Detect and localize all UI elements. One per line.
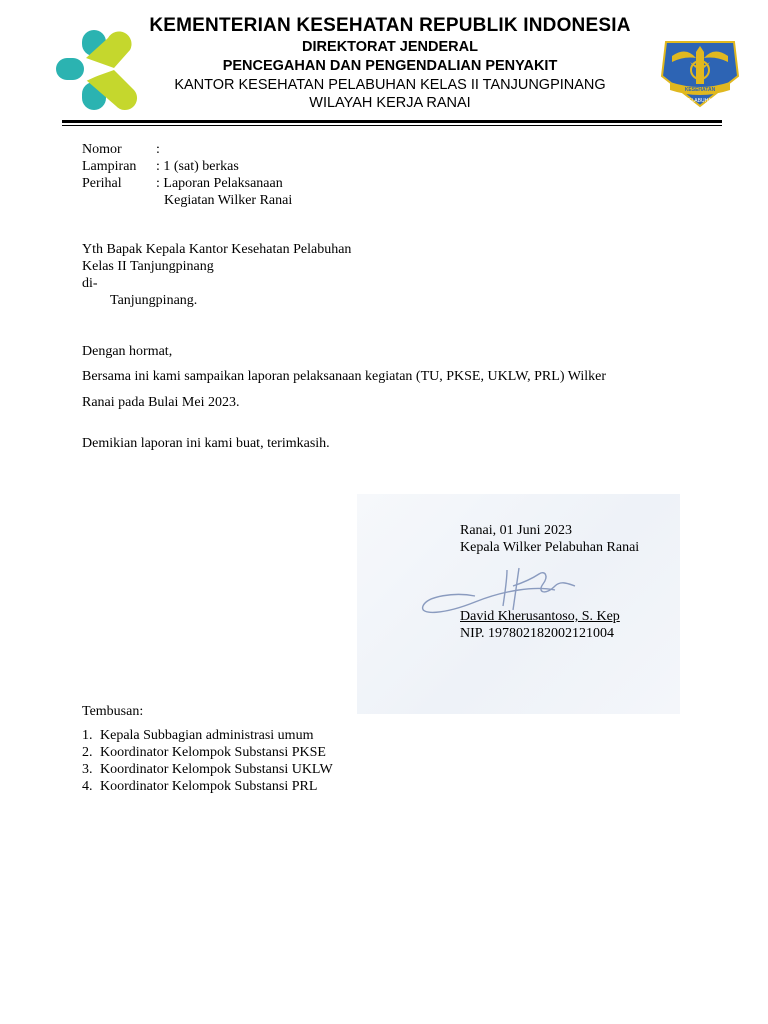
place-date: Ranai, 01 Juni 2023 — [460, 523, 572, 538]
closing-sentence: Demikian laporan ini kami buat, terimkasih. — [82, 436, 330, 451]
emblem-bottom-text: PELABUHAN — [684, 98, 716, 104]
tembusan-list — [82, 727, 333, 795]
directorate-name: DIREKTORAT JENDERAL — [302, 39, 478, 55]
kemenkes-logo-icon — [54, 28, 138, 112]
office-name: KANTOR KESEHATAN PELABUHAN KELAS II TANJUNGPINANG — [174, 77, 606, 93]
nomor-colon: : — [156, 142, 160, 157]
list-item-text: Kepala Subbagian administrasi umum — [100, 728, 314, 743]
greeting: Dengan hormat, — [82, 344, 173, 359]
list-item — [82, 778, 333, 795]
list-item-number: 3. — [82, 762, 93, 777]
lampiran-value: : 1 (sat) berkas — [156, 159, 239, 174]
recipient-line4: Tanjungpinang. — [110, 293, 198, 308]
letterhead — [140, 16, 640, 114]
directorate-subtitle: PENCEGAHAN DAN PENGENDALIAN PENYAKIT — [222, 58, 558, 74]
list-item-text: Koordinator Kelompok Substansi PKSE — [100, 745, 326, 760]
signer-position: Kepala Wilker Pelabuhan Ranai — [460, 540, 640, 555]
list-item-text: Koordinator Kelompok Substansi UKLW — [100, 762, 333, 777]
list-item-number: 1. — [82, 728, 93, 743]
work-area-name: WILAYAH KERJA RANAI — [309, 95, 471, 111]
recipient-line2: Kelas II Tanjungpinang — [82, 259, 214, 274]
tembusan-title: Tembusan: — [82, 704, 144, 719]
perihal-label: Perihal — [82, 176, 122, 191]
recipient-line3: di- — [82, 276, 98, 291]
ministry-name: KEMENTERIAN KESEHATAN REPUBLIK INDONESIA — [149, 15, 631, 36]
body-paragraph-line1: Bersama ini kami sampaikan laporan pelaksanaan kegiatan (TU, PKSE, UKLW, PRL) Wilker — [82, 369, 607, 384]
signer-name: David Kherusantoso, S. Kep — [460, 609, 620, 624]
perihal-value-line2: Kegiatan Wilker Ranai — [164, 193, 293, 208]
recipient-line1: Yth Bapak Kepala Kantor Kesehatan Pelabuhan — [82, 242, 352, 257]
list-item — [82, 744, 333, 761]
emblem-top-text: KESEHATAN — [684, 87, 716, 93]
body-paragraph-line2: Ranai pada Bulai Mei 2023. — [82, 395, 240, 410]
nomor-label: Nomor — [82, 142, 122, 157]
letterhead-rule-thin — [62, 125, 722, 126]
letterhead-rule-thick — [62, 120, 722, 123]
signer-nip: NIP. 197802182002121004 — [460, 626, 615, 641]
list-item — [82, 761, 333, 778]
perihal-value-line1: : Laporan Pelaksanaan — [156, 176, 283, 191]
list-item-number: 4. — [82, 779, 93, 794]
lampiran-label: Lampiran — [82, 159, 137, 174]
list-item-text: Koordinator Kelompok Substansi PRL — [100, 779, 318, 794]
list-item — [82, 727, 333, 744]
list-item-number: 2. — [82, 745, 93, 760]
port-health-emblem-icon — [656, 32, 744, 110]
